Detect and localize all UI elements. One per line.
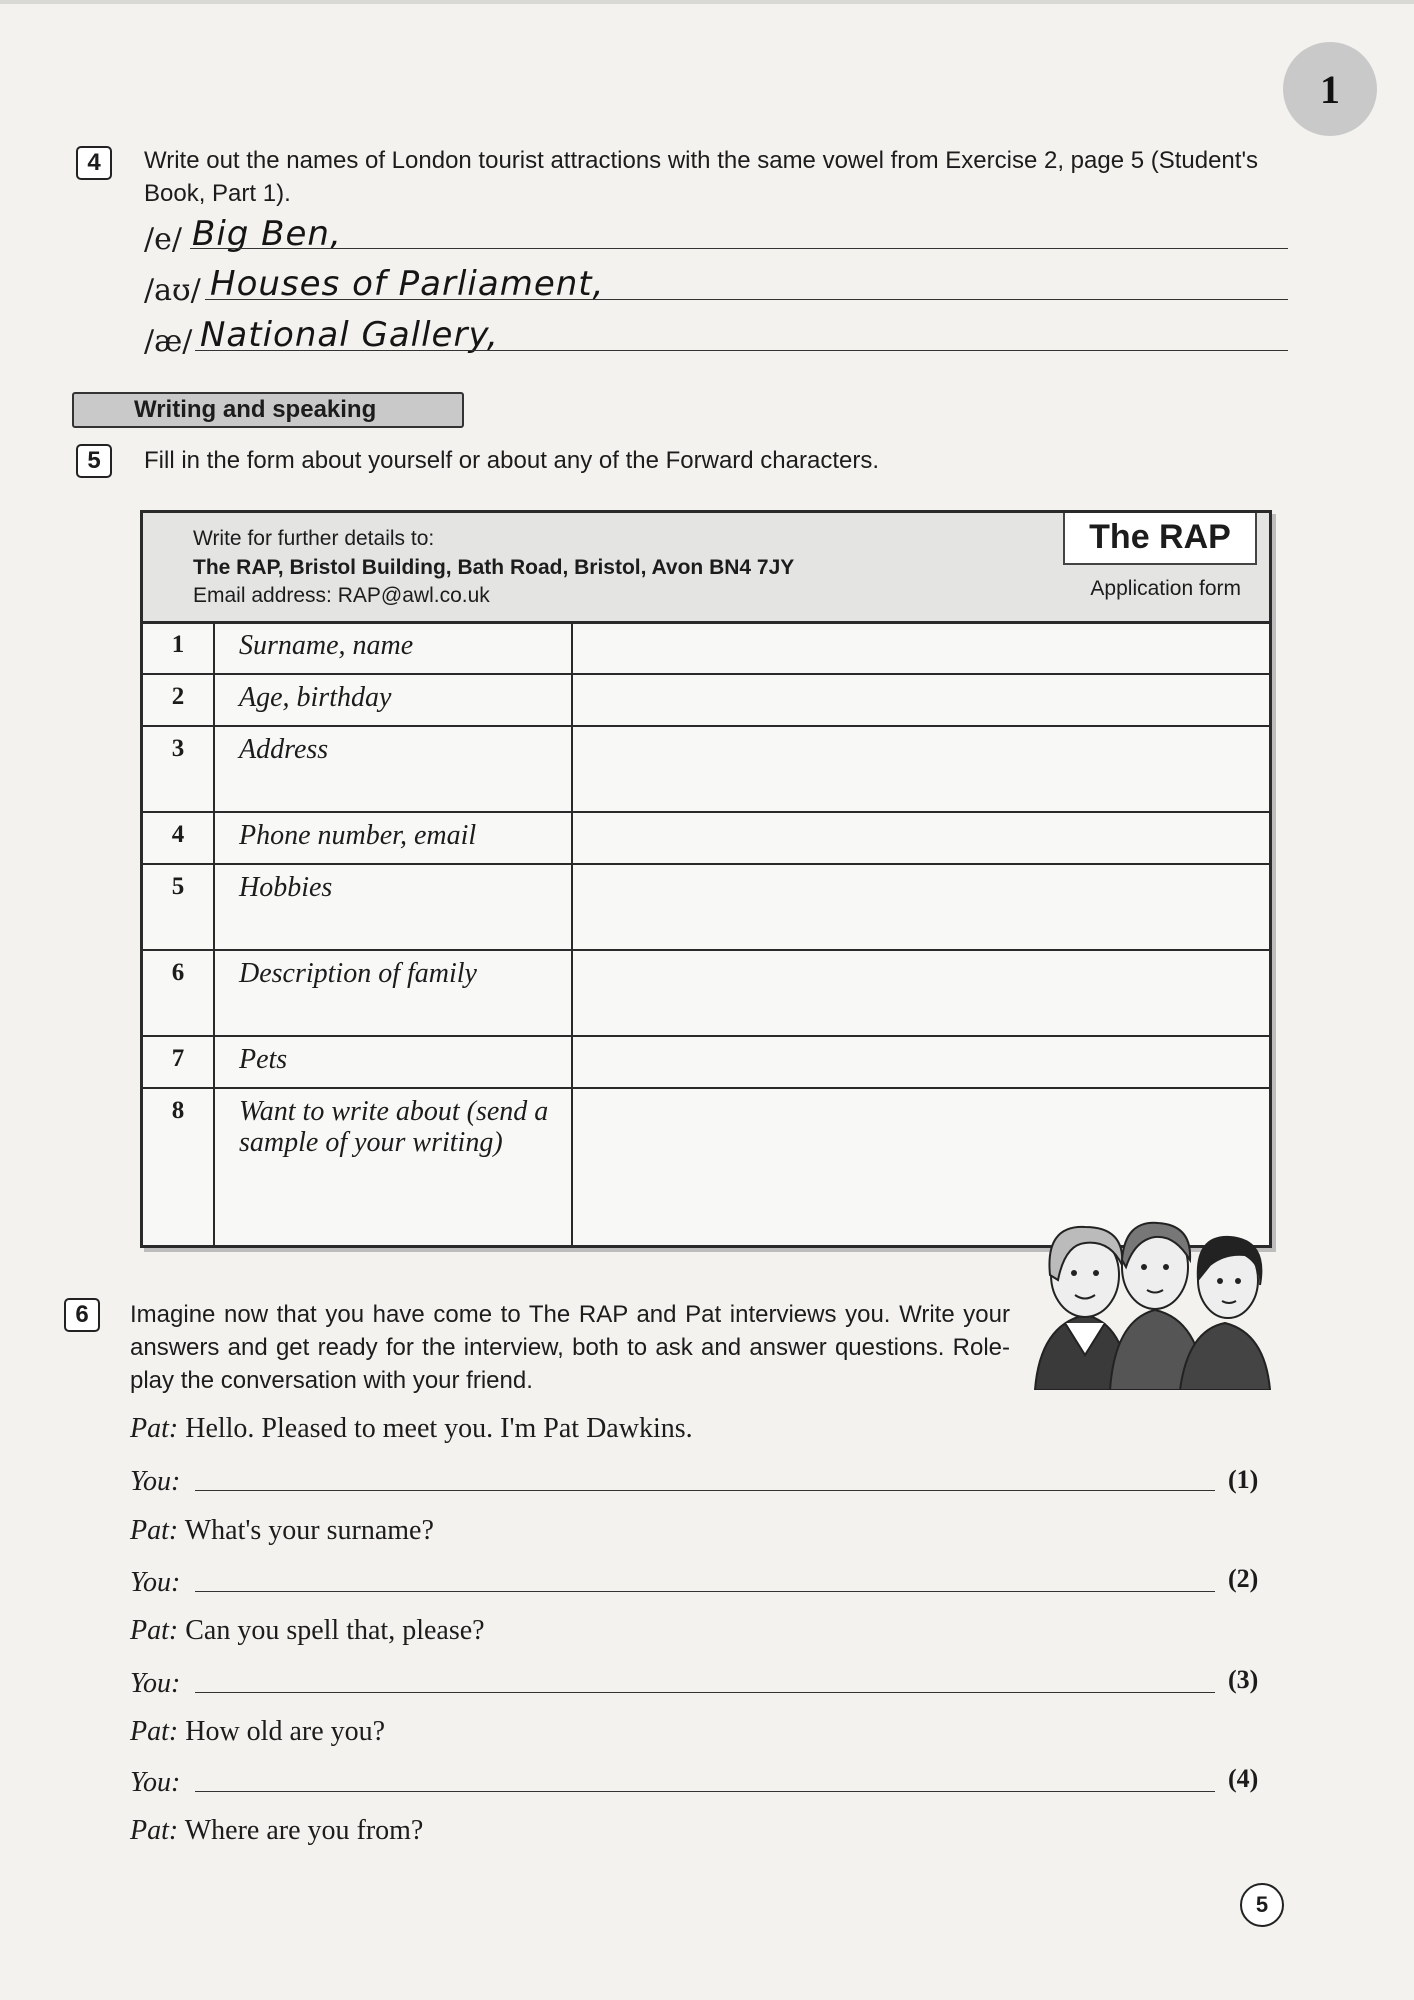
speaker: Pat: [130, 1413, 179, 1444]
answer-line-dialogue-3[interactable] [195, 1692, 1215, 1693]
exercise-6-instruction: Imagine now that you have come to The RAP and Pat interviews you. Write your answers and get ready for the interview, both to ask and answer questions. Role-play the conversation with your friend. [130, 1301, 1010, 1394]
dialogue-line [130, 1567, 180, 1599]
dialogue-text: Can you spell that, please? [185, 1615, 485, 1646]
exercise-6-number: 6 [64, 1298, 100, 1332]
address-field[interactable] [571, 725, 1269, 811]
row-number: 1 [171, 631, 185, 658]
speaker: Pat: [130, 1716, 179, 1747]
answer-line-dialogue-1[interactable] [195, 1490, 1215, 1491]
form-row [143, 621, 1269, 675]
answer-line-3 [195, 350, 1288, 351]
row-label: Phone number, email [239, 820, 477, 851]
answer-3: National Gallery, [200, 315, 499, 355]
form-row [143, 725, 1269, 813]
application-form [140, 510, 1272, 1248]
exercise-5-instruction: Fill in the form about yourself or about any of the Forward characters. [144, 447, 880, 474]
answer-1: Big Ben, [192, 214, 342, 254]
speaker: You: [130, 1767, 181, 1798]
dialogue-text: Hello. Pleased to meet you. I'm Pat Dawkins. [185, 1413, 693, 1444]
row-label: Pets [239, 1044, 288, 1075]
hobbies-field[interactable] [571, 863, 1269, 949]
age-field[interactable] [571, 673, 1269, 725]
row-number: 7 [171, 1045, 185, 1072]
top-edge [0, 0, 1414, 4]
speaker: You: [130, 1668, 181, 1699]
form-row [143, 811, 1269, 865]
exercise-4-instruction: Write out the names of London tourist attractions with the same vowel from Exercise 2, page 5 (Student's Book, Part 1). [144, 147, 1259, 207]
column-divider-2 [571, 621, 573, 1245]
form-subtitle: Application form [1090, 577, 1241, 600]
row-number: 4 [171, 821, 185, 848]
row-label: Description of family [239, 958, 477, 989]
form-header [143, 513, 1269, 624]
phoneme-3: /æ/ [144, 324, 193, 359]
family-field[interactable] [571, 949, 1269, 1035]
dialogue-line [130, 1615, 485, 1647]
phoneme-2: /aʊ/ [144, 273, 201, 308]
speaker: Pat: [130, 1615, 179, 1646]
exercise-4-number: 4 [76, 146, 112, 180]
dialogue-text: How old are you? [185, 1716, 386, 1747]
dialogue-line [130, 1515, 434, 1547]
dialogue-line [130, 1815, 423, 1847]
surname-field[interactable] [571, 621, 1269, 673]
row-label: Surname, name [239, 630, 414, 661]
kids-illustration [1030, 1205, 1275, 1390]
dialogue-line [130, 1668, 180, 1700]
dialogue-text: Where are you from? [184, 1815, 424, 1846]
exercise-5-number: 5 [76, 444, 112, 478]
row-label: Want to write about (send a sample of your writing) [239, 1096, 549, 1158]
answer-mark: (1) [1228, 1465, 1259, 1494]
phoneme-1: /e/ [144, 222, 182, 257]
column-divider-1 [213, 621, 215, 1245]
row-label: Age, birthday [239, 682, 392, 713]
form-row [143, 863, 1269, 951]
page-number: 5 [1240, 1883, 1284, 1927]
speaker: Pat: [130, 1515, 179, 1546]
answer-mark: (2) [1228, 1564, 1259, 1593]
dialogue-line [130, 1716, 385, 1748]
row-number: 2 [171, 683, 185, 710]
row-number: 5 [171, 873, 185, 900]
pets-field[interactable] [571, 1035, 1269, 1087]
form-row [143, 673, 1269, 727]
answer-mark: (4) [1228, 1764, 1259, 1793]
answer-line-dialogue-4[interactable] [195, 1791, 1215, 1792]
answer-line-1 [190, 248, 1288, 249]
answer-line-dialogue-2[interactable] [195, 1591, 1215, 1592]
form-header-line-1: Write for further details to: [193, 527, 435, 550]
form-row [143, 1035, 1269, 1089]
answer-2: Houses of Parliament, [210, 264, 605, 304]
speaker: You: [130, 1466, 181, 1497]
form-header-line-3: Email address: RAP@awl.co.uk [193, 584, 490, 607]
dialogue-text: What's your surname? [184, 1515, 434, 1546]
form-header-line-2: The RAP, Bristol Building, Bath Road, Bristol, Avon BN4 7JY [193, 556, 795, 579]
speaker: You: [130, 1567, 181, 1598]
section-title: Writing and speaking [72, 392, 464, 428]
form-row [143, 949, 1269, 1037]
row-label: Address [239, 734, 329, 765]
speaker: Pat: [130, 1815, 179, 1846]
row-label: Hobbies [239, 872, 333, 903]
row-number: 6 [171, 959, 185, 986]
dialogue-line [130, 1466, 180, 1498]
phone-email-field[interactable] [571, 811, 1269, 863]
row-number: 8 [171, 1097, 185, 1124]
answer-mark: (3) [1228, 1665, 1259, 1694]
dialogue-line [130, 1767, 180, 1799]
form-brand-logo: The RAP [1063, 513, 1257, 565]
unit-badge: 1 [1283, 42, 1377, 136]
dialogue-line [130, 1413, 693, 1445]
row-number: 3 [171, 735, 185, 762]
answer-line-2 [205, 299, 1288, 300]
